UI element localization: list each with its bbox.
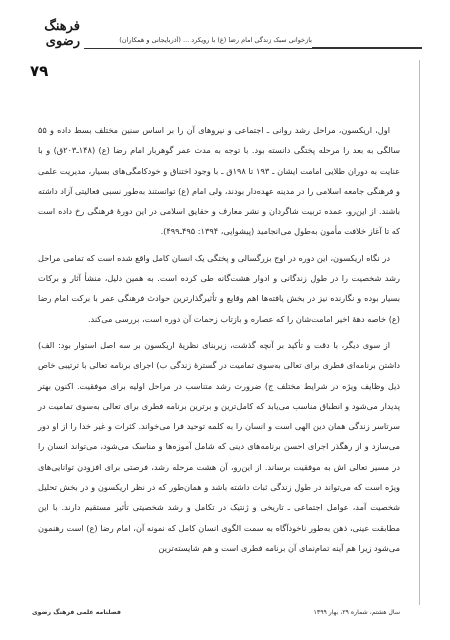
journal-logo-text: فرهنگ رضوی: [44, 19, 80, 49]
running-head: بازخوانی سبک زندگی امام رضا (ع) با رویکرد ... (اَذربایجانی و همکاران): [119, 36, 312, 44]
journal-logo: [32, 18, 80, 50]
body-text: [38, 120, 400, 558]
page-footer: [32, 606, 400, 618]
page-header: [32, 19, 422, 56]
footer-issue: سال هشتم، شماره ۲۹، بهار ۱۳۹۹: [313, 608, 400, 616]
paragraph: در نگاه اریکسون، این دوره در اوج بزرگسالی و پختگی یک انسان کامل واقع شده است که تمامی مراحل رشد شخصیت را در طول زندگانی و ادوار هشت‌گانه طی کرده است. به همین دلیل، منشأ آثار و برکات بسیار بوده و نگارنده نیز در بخش یافته‌ها اهم وقایع و تأثیرگذارترین حوادث فرهنگی عمر با برکت امام رضا (ع) خاصه دهۀ اخیر امامت‌شان را که عصاره و بازتاب زحمات آن دوره است، بررسی می‌کند.: [38, 252, 400, 324]
header-rule-accent: [312, 47, 422, 49]
footer-journal: فصلنامه علمی فرهنگ رضوی: [32, 608, 121, 616]
margin-rule: [419, 60, 420, 605]
paragraph: از سوی دیگر، با دقت و تأکید بر آنچه گذشت، زیربنای نظریۀ اریکسون بر سه اصل استوار بود: الف) داشتن برنامه‌ای فطری برای تعالی به‌سوی تمامیت در گسترۀ زندگی ب) اجرای برنامه تعالی با ترتیبی خاص ذیل وظایف ویژه در شرایط مختلف ج) ضرورت رشد متناسب در مراحل اولیه برای موفقیت. اکنون بهتر پدیدار می‌شود و انطباق مناسب می‌یابد که کامل‌ترین و برترین برنامه فطری برای تعالی به‌سوی تمامیت در سرتاسر زندگی همان دین الهی است و انسان را به کلمه توحید فرا می‌خواند. کثرات و غیر خدا را از او دور می‌سازد و از رهگذر اجرای احسن برنامه‌های دینی که شامل آموزه‌ها و مناسک می‌شود، می‌تواند انسان را در مسیر تعالی اش به موفقیت برساند. از این‌رو، آن هشت مرحله رشد، فرصتی برای افزودن توانایی‌های ویژه است که می‌تواند در طول زندگی ثبات داشته باشد و همان‌طور که در نظر اریکسون و در بخش تحلیل شخصیت آمد، عوامل اجتماعی ـ تاریخی و ژنتیک در تکامل و رشد شخصیتی تأثیر مستقیم دارند. با این مطابقت عینی، ذهن به‌طور ناخودآگاه به سمت الگوی انسان کامل که نمونه آن، امام رضا (ع) است رهنمون می‌شود زیرا هم آینه تمام‌نمای آن برنامه فطری است و هم شایسته‌ترین: [38, 339, 400, 553]
paragraph: اول، اریکسون، مراحل رشد روانی ـ اجتماعی و نیروهای آن را بر اساس سنین مختلف بسط داده و ۵۵ سالگی به بعد را مرحله پختگی دانسته بود. با توجه به مدت عمر گوهربار امام رضا (ع) (۱۴۸ـ۲۰۳ق) و با عنایت به دوران طلایی امامت ایشان ـ ۱۹۳ تا ۱۹۸ق ـ با وجود اختناق و خودکامگی‌های بسیار، مدیریت علمی و فرهنگی جامعه اسلامی را در مدینه عهده‌دار بودند، ولی امام (ع) توانستند به‌طور نسبی فعالیتی آزاد داشته باشند. از این‌رو، عمده تربیت شاگردان و نشر معارف و حقایق اسلامی در این دورۀ فرهنگی رخ داده است که تا آغاز خلافت مأمون به‌طول می‌انجامید (پیشوایی، ۱۳۹۴: ۴۹۵ـ۴۹۹).: [38, 125, 401, 237]
page-number: ۷۹: [30, 62, 49, 80]
